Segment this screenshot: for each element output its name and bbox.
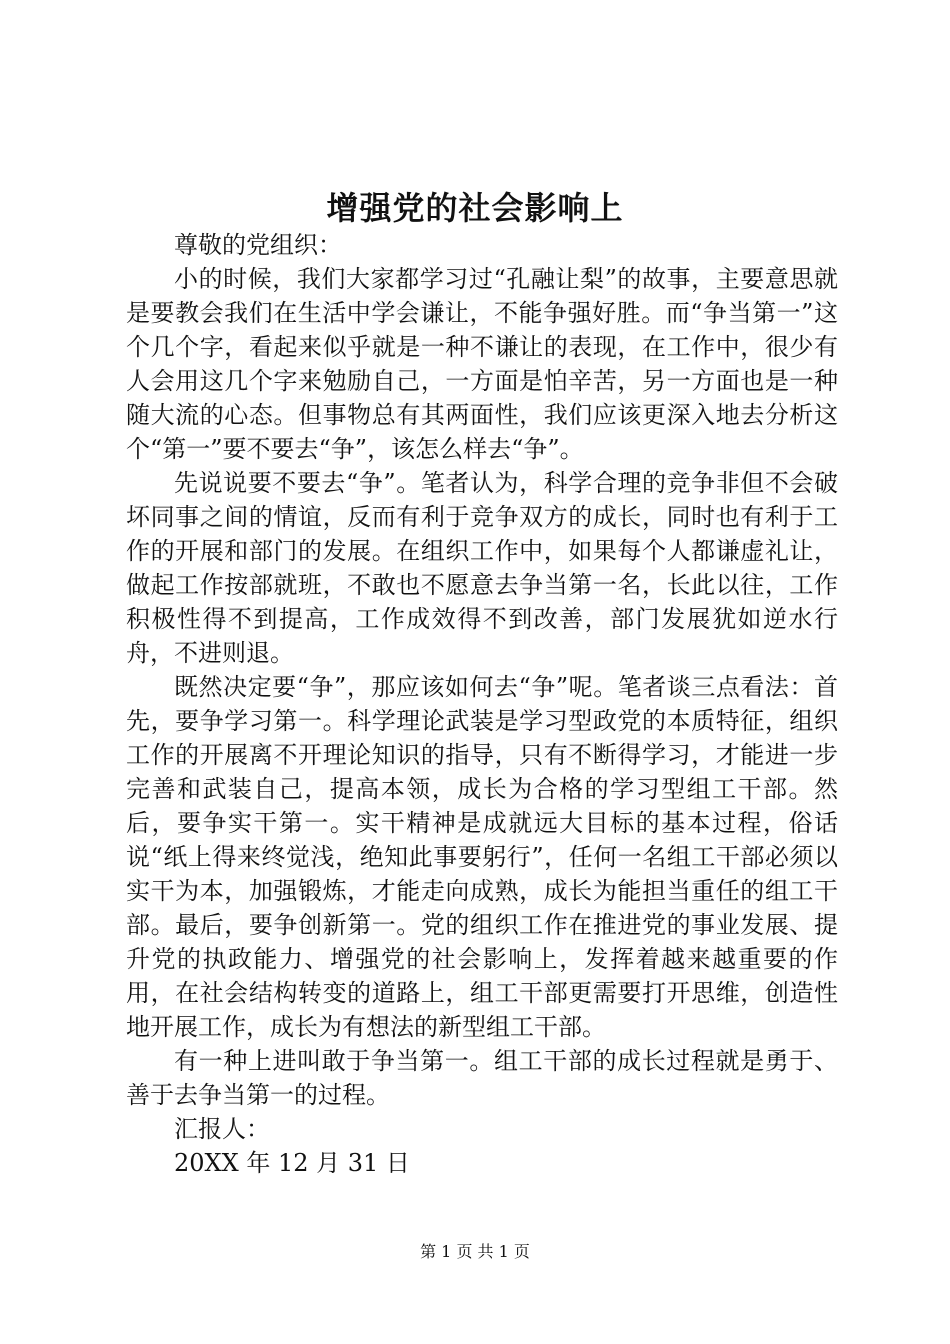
paragraph-2: 先说说要不要去“争”。笔者认为，科学合理的竞争非但不会破坏同事之间的情谊，反而有利于竞争双方的成长，同时也有利于工作的开展和部门的发展。在组织工作中，如果每个人都谦虚礼让，做起工作按部就班，不敢也不愿意去争当第一名，长此以往，工作积极性得不到提高，工作成效得不到改善，部门发展犹如逆水行舟，不进则退。: [126, 469, 838, 667]
document-body: [126, 228, 838, 1180]
paragraph-3: 既然决定要“争”，那应该如何去“争”呢。笔者谈三点看法：首先，要争学习第一。科学理论武装是学习型政党的本质特征，组织工作的开展离不开理论知识的指导，只有不断得学习，才能进一步完善和武装自己，提高本领，成长为合格的学习型组工干部。然后，要争实干第一。实干精神是成就远大目标的基本过程，俗话说“纸上得来终觉浅，绝知此事要躬行”，任何一名组工干部必须以实干为本，加强锻炼，才能走向成熟，成长为能担当重任的组工干部。最后，要争创新第一。党的组织工作在推进党的事业发展、提升党的执政能力、增强党的社会影响上，发挥着越来越重要的作用，在社会结构转变的道路上，组工干部更需要打开思维，创造性地开展工作，成长为有想法的新型组工干部。: [126, 673, 838, 1041]
paragraph-1: 小的时候，我们大家都学习过“孔融让梨”的故事，主要意思就是要教会我们在生活中学会谦让，不能争强好胜。而“争当第一”这个几个字，看起来似乎就是一种不谦让的表现，在工作中，很少有人会用这几个字来勉励自己，一方面是怕辛苦，另一方面也是一种随大流的心态。但事物总有其两面性，我们应该更深入地去分析这个“第一”要不要去“争”，该怎么样去“争”。: [126, 265, 838, 463]
paragraph-4: 有一种上进叫敢于争当第一。组工干部的成长过程就是勇于、善于去争当第一的过程。: [126, 1047, 838, 1109]
reporter-label: 汇报人：: [174, 1115, 270, 1143]
report-date: 20XX 年 12 月 31 日: [174, 1149, 410, 1177]
salutation: 尊敬的党组织：: [174, 231, 342, 259]
document-title: 增强党的社会影响上: [326, 189, 624, 227]
page-footer: 第 1 页 共 1 页: [420, 1242, 530, 1261]
